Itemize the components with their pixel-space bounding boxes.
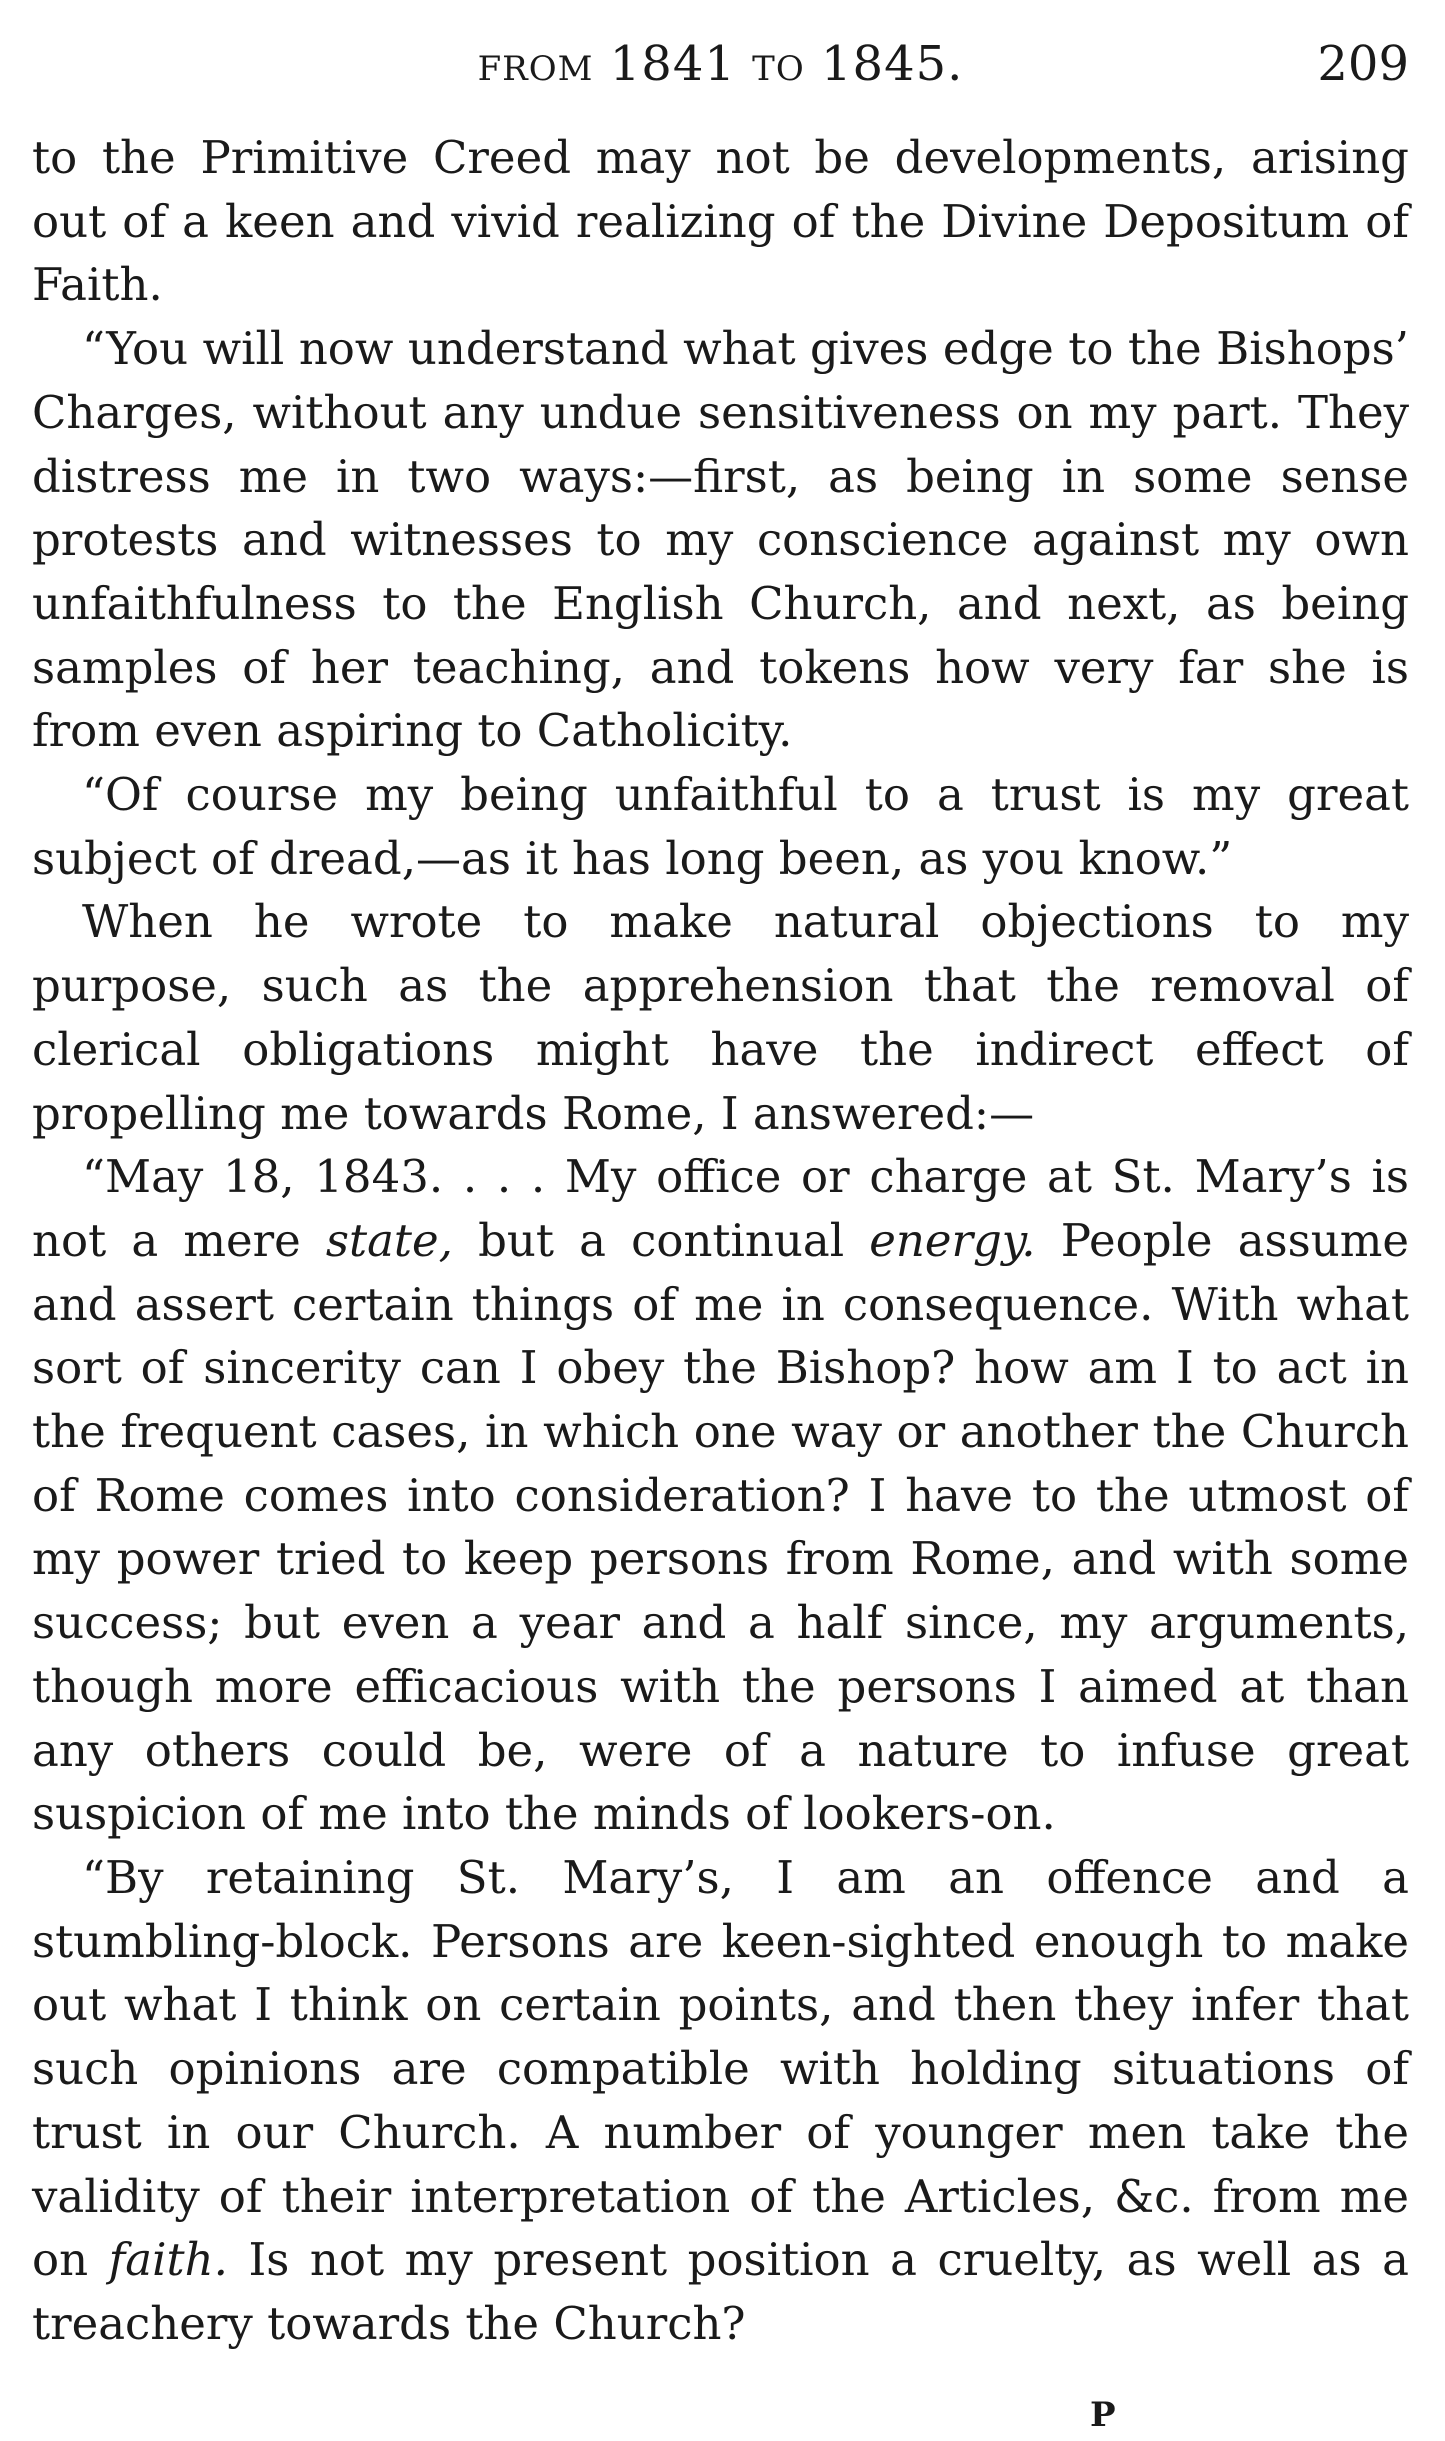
title-year-end: 1845.: [820, 36, 964, 92]
paragraph-1: to the Primitive Creed may not be developments, arising out of a keen and vivid realizing of the Divine Depositum of Faith.: [32, 131, 1409, 312]
running-head: [32, 36, 1409, 106]
paragraph-5-italic-state: state,: [325, 1213, 453, 1267]
paragraph-5: [32, 1145, 1409, 1846]
title-mid: to: [752, 36, 805, 92]
signature-mark: P: [1090, 2395, 1116, 2435]
paragraph-2: “You will now understand what gives edge to the Bishops’ Charges, without any undue sensitiveness on my part. They distress me in two ways:—first, as being in some sense protests and witnesses to my conscience against my own unfaithfulness to the English Church, and next, as being samples of her teaching, and tokens how very far she is from even aspiring to Catholicity.: [32, 322, 1409, 758]
paragraph-5-text-a: “May 18, 1843. . . . My office or charge at St. Mary’s is not a mere: [32, 1150, 1409, 1267]
paragraph-6-text-a: “By retaining St. Mary’s, I am an offence and a stumbling-block. Persons are keen-sighted enough to make out what I think on certain points, and then they infer that such opinions are compatible with holding situations of trust in our Church. A number of younger men take the validity of their interpretation of the Articles, &c. from me on: [32, 1850, 1409, 2287]
title-prefix: from: [477, 36, 594, 92]
paragraph-6-text-b: Is not my present position a cruelty, as well as a treachery towards the Church?: [32, 2233, 1409, 2350]
running-title: [32, 36, 1409, 92]
paragraph-6-italic-faith: faith.: [108, 2233, 228, 2287]
page-number: 209: [1317, 36, 1409, 92]
paragraph-5-text-b: but a continual: [452, 1213, 870, 1267]
paragraph-4: When he wrote to make natural objections to my purpose, such as the apprehension that the removal of clerical obligations might have the indirect effect of propelling me towards Rome, I answered:—: [32, 895, 1409, 1140]
title-year-start: 1841: [609, 36, 736, 92]
body-text: [32, 126, 1409, 2356]
paragraph-6: [32, 1846, 1409, 2356]
paragraph-5-text-c: People assume and assert certain things of me in consequence. With what sort of sincerity can I obey the Bishop? how am I to act in the frequent cases, in which one way or another the Church of Rome comes into consideration? I have to the utmost of my power tried to keep persons from Rome, and with some success; but even a year and a half since, my arguments, though more efficacious with the persons I aimed at than any others could be, were of a nature to infuse great suspicion of me into the minds of lookers-on.: [32, 1213, 1409, 1841]
paragraph-5-italic-energy: energy.: [869, 1213, 1036, 1267]
paragraph-3: “Of course my being unfaithful to a trust is my great subject of dread,—as it has long been, as you know.”: [32, 768, 1409, 885]
